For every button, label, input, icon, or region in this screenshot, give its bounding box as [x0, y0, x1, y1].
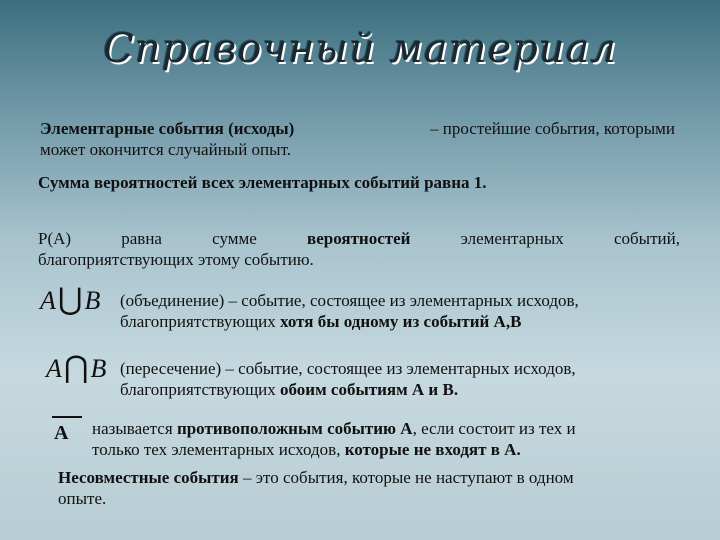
probability-definition [38, 228, 680, 270]
incompatible-definition [58, 467, 688, 509]
opposite-definition [92, 418, 682, 460]
overline-bar [52, 416, 82, 418]
intersection-definition [120, 358, 682, 400]
incompatible-term: Несовместные события [58, 468, 239, 487]
union-line1-text: (объединение) – событие, состоящее из элементарных исходов, [120, 291, 579, 310]
prob-word-4: вероятностей [307, 229, 411, 248]
union-formula [40, 282, 100, 317]
elementary-line1-text: – простейшие события, которыми [430, 119, 675, 138]
opposite-line1-bold: противоположным событию А [176, 419, 413, 438]
prob-word-3: сумме [212, 229, 257, 248]
opposite-event-symbol [52, 416, 68, 445]
opposite-line2-prefix: только тех элементарных исходов, [92, 440, 345, 459]
elementary-term: Элементарные события (исходы) [40, 119, 295, 138]
prob-word-1: P(A) [38, 229, 72, 248]
union-symbol-icon: ⋃ [57, 283, 83, 316]
intersection-line1-text: (пересечение) – событие, состоящее из элементарных исходов, [120, 359, 576, 378]
union-line2-prefix: благоприятствующих [120, 312, 281, 331]
opposite-symbol-letter: A [54, 422, 69, 444]
prob-line2-text: благоприятствующих этому событию. [38, 250, 314, 269]
prob-word-2: равна [121, 229, 162, 248]
intersection-left-operand: A [46, 354, 62, 383]
page-title: Справочный материал [103, 26, 617, 72]
prob-word-5: элементарных [460, 229, 564, 248]
union-left-operand: A [40, 286, 56, 315]
opposite-line1-prefix: называется [92, 419, 177, 438]
intersection-formula [46, 350, 106, 385]
incompatible-line1-suffix: – это события, которые не наступают в одном [238, 468, 574, 487]
elementary-events-definition [40, 118, 675, 160]
sum-statement [38, 172, 678, 193]
intersection-symbol-icon: ⋂ [63, 351, 89, 384]
prob-word-6: событий, [613, 229, 680, 248]
union-line2-bold: хотя бы одному из событий А,В [280, 312, 522, 331]
intersection-line2-bold: обоим событиям А и В. [280, 380, 459, 399]
union-right-operand: B [84, 286, 101, 315]
union-definition [120, 290, 690, 332]
elementary-line2-text: может окончится случайный опыт. [40, 140, 291, 159]
intersection-right-operand: B [90, 354, 107, 383]
sum-statement-text: Сумма вероятностей всех элементарных событий равна 1. [38, 173, 487, 192]
opposite-line1-suffix: , если состоит из тех и [412, 419, 576, 438]
opposite-line2-bold: которые не входят в А. [344, 440, 521, 459]
intersection-line2-prefix: благоприятствующих [120, 380, 281, 399]
incompatible-line2-text: опыте. [58, 489, 107, 508]
